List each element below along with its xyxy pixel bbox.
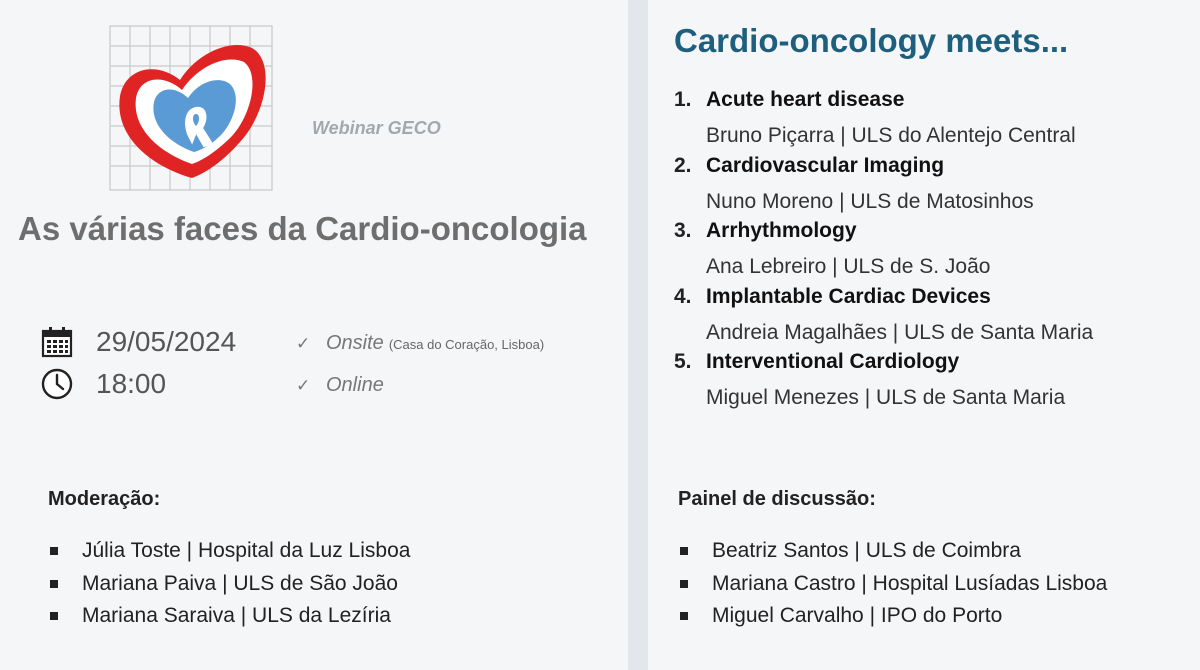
list-item	[50, 568, 410, 601]
program-list	[674, 88, 1093, 416]
talk-speaker: Ana Lebreiro | ULS de S. João	[706, 255, 991, 278]
talk-number: 5.	[674, 350, 692, 373]
clock-icon	[40, 367, 74, 401]
moderation-list	[50, 535, 410, 633]
talk-item	[674, 154, 1093, 220]
bullet-icon	[680, 547, 688, 555]
talk-number: 2.	[674, 153, 692, 177]
onsite-option	[296, 332, 544, 355]
check-icon: ✓	[296, 334, 311, 353]
moderator-name: Júlia Toste | Hospital da Luz Lisboa	[82, 539, 411, 563]
online-option	[296, 374, 384, 397]
moderator-name: Mariana Paiva | ULS de São João	[82, 571, 398, 595]
talk-item	[674, 285, 1093, 351]
list-item	[680, 568, 1107, 601]
check-icon: ✓	[296, 376, 311, 395]
moderation-title: Moderação:	[48, 488, 161, 510]
moderator-name: Mariana Saraiva | ULS da Lezíria	[82, 604, 391, 628]
webinar-tag: Webinar GECO	[312, 118, 441, 138]
talk-item	[674, 350, 1093, 416]
list-item	[50, 535, 410, 568]
talk-title: Arrhythmology	[706, 219, 857, 242]
program-title: Cardio-oncology meets...	[674, 22, 1069, 59]
event-time: 18:00	[96, 368, 167, 399]
talk-number: 1.	[674, 88, 692, 111]
panel-list	[680, 535, 1107, 633]
bullet-icon	[50, 580, 58, 588]
panel-divider	[628, 0, 648, 670]
talk-item	[674, 219, 1093, 285]
onsite-location: (Casa do Coração, Lisboa)	[388, 337, 545, 352]
calendar-icon	[40, 325, 74, 359]
time-row	[40, 364, 167, 404]
bullet-icon	[50, 547, 58, 555]
talk-title: Acute heart disease	[706, 88, 905, 111]
online-label: Online	[326, 374, 384, 396]
bullet-icon	[680, 612, 688, 620]
date-row	[40, 322, 237, 362]
panelist-name: Beatriz Santos | ULS de Coimbra	[712, 539, 1021, 563]
onsite-label: Onsite	[326, 332, 384, 354]
talk-speaker: Bruno Piçarra | ULS do Alentejo Central	[706, 124, 1076, 147]
talk-speaker: Andreia Magalhães | ULS de Santa Maria	[706, 320, 1094, 344]
talk-title: Cardiovascular Imaging	[706, 153, 945, 177]
talk-title: Implantable Cardiac Devices	[706, 284, 991, 308]
event-title: As várias faces da Cardio-oncologia	[18, 210, 587, 247]
list-item	[680, 535, 1107, 568]
talk-speaker: Miguel Menezes | ULS de Santa Maria	[706, 386, 1066, 409]
heart-ribbon-logo	[100, 18, 280, 198]
list-item	[680, 600, 1107, 633]
bullet-icon	[50, 612, 58, 620]
panelist-name: Miguel Carvalho | IPO do Porto	[712, 604, 1003, 628]
panel-title: Painel de discussão:	[678, 488, 876, 510]
talk-item	[674, 88, 1093, 154]
bullet-icon	[680, 580, 688, 588]
talk-title: Interventional Cardiology	[706, 350, 960, 373]
talk-number: 3.	[674, 219, 692, 242]
event-date: 29/05/2024	[96, 326, 237, 357]
list-item	[50, 600, 410, 633]
panelist-name: Mariana Castro | Hospital Lusíadas Lisboa	[712, 571, 1108, 595]
talk-number: 4.	[674, 284, 692, 308]
talk-speaker: Nuno Moreno | ULS de Matosinhos	[706, 189, 1034, 213]
